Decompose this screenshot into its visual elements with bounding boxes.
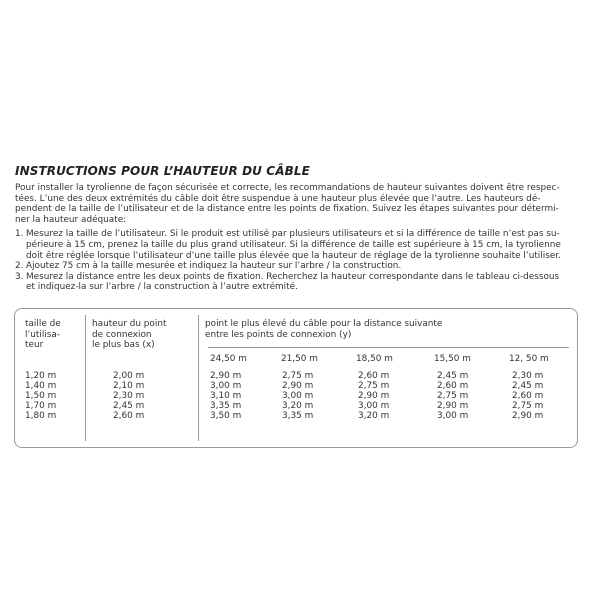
distance-header: 15,50 m [434,354,471,364]
header-line: entre les points de connexion (y) [205,329,352,340]
step-number: 2. [15,261,24,272]
header-rule [208,347,569,348]
intro-line: tées. L’une des deux extrémités du câble doit être suspendue à une hauteur plus élevée que l’autre. Les hauteurs dé- [15,193,541,204]
distance-header: 24,50 m [210,354,247,364]
low-point-column [113,371,144,421]
table-cell: 2,90 m [210,371,242,381]
header-line: de connexion [92,329,152,340]
intro-line: ner la hauteur adéquate: [15,214,127,225]
table-cell: 3,50 m [210,411,242,421]
header-user-height [25,319,61,351]
header-line: le plus bas (x) [92,340,155,351]
high-point-column [358,371,389,421]
table-cell: 2,90 m [358,391,390,401]
step-line: Mesurez la taille de l’utilisateur. Si le produit est utilisé par plusieurs utilisateurs et si la différence de taille n’est pas su- [26,229,560,240]
table-cell: 1,40 m [25,381,57,391]
table-cell: 1,80 m [25,411,57,421]
header-line: hauteur du point [92,319,167,329]
distance-header: 12, 50 m [509,354,549,364]
height-table [14,308,578,448]
step-item [15,229,587,261]
table-cell: 3,20 m [358,411,390,421]
step-number: 3. [15,271,24,282]
header-line: point le plus élevé du câble pour la distance suivante [205,319,443,329]
high-point-column [512,371,543,421]
table-cell: 2,30 m [512,371,544,381]
step-line: et indiquez-la sur l’arbre / la construction à l’autre extrémité. [26,282,298,293]
table-cell: 2,75 m [512,401,544,411]
table-cell: 3,20 m [282,401,314,411]
table-cell: 2,45 m [113,401,145,411]
table-cell: 3,35 m [210,401,242,411]
high-point-column [437,371,468,421]
header-line: l’utilisa- [25,329,61,340]
column-divider [198,315,199,441]
table-cell: 3,00 m [210,381,242,391]
header-line: taille de [25,319,61,329]
table-cell: 2,75 m [282,371,314,381]
step-line: Mesurez la distance entre les deux points de fixation. Recherchez la hauteur correspondante dans le tableau ci-dessous [26,271,560,282]
table-cell: 2,75 m [358,381,390,391]
step-line: Ajoutez 75 cm à la taille mesurée et indiquez la hauteur sur l’arbre / la construction. [26,261,402,272]
table-cell: 2,75 m [437,391,469,401]
intro-paragraph [15,183,587,225]
table-cell: 2,45 m [437,371,469,381]
table-cell: 2,90 m [512,411,544,421]
step-line: doit être réglée lorsque l’utilisateur d’une taille plus élevée que la hauteur de réglage de la tyrolienne souhaite l’utiliser. [26,250,561,261]
header-low-point [92,319,166,351]
table-cell: 1,70 m [25,401,57,411]
user-height-column [25,371,56,421]
table-cell: 2,60 m [437,381,469,391]
distance-header: 21,50 m [281,354,318,364]
header-high-point [205,319,442,340]
high-point-column [210,371,241,421]
step-line: périeure à 15 cm, prenez la taille du plus grand utilisateur. Si la différence de taille est supérieure à 15 cm, la tyrolienne [26,239,561,250]
table-cell: 3,35 m [282,411,314,421]
table-cell: 2,90 m [282,381,314,391]
table-cell: 1,20 m [25,371,57,381]
intro-line: Pour installer la tyrolienne de façon sécurisée et correcte, les recommandations de hauteur suivantes doivent être respec- [15,183,560,193]
header-line: teur [25,340,44,351]
table-cell: 2,10 m [113,381,145,391]
table-cell: 2,45 m [512,381,544,391]
high-point-column [282,371,313,421]
step-item [15,272,587,293]
table-cell: 1,50 m [25,391,57,401]
step-item [15,261,587,272]
section-title: INSTRUCTIONS POUR L’HAUTEUR DU CÂBLE [15,164,310,178]
table-cell: 2,60 m [512,391,544,401]
table-cell: 3,10 m [210,391,242,401]
table-cell: 2,60 m [113,411,145,421]
steps-list [15,229,587,293]
table-cell: 3,00 m [358,401,390,411]
table-cell: 3,00 m [437,411,469,421]
table-cell: 2,60 m [358,371,390,381]
table-cell: 3,00 m [282,391,314,401]
intro-line: pendent de la taille de l’utilisateur et de la distance entre les points de fixation. Suivez les étapes suivantes pour détermi- [15,204,559,215]
instructions-section [15,164,587,293]
table-cell: 2,90 m [437,401,469,411]
step-number: 1. [15,229,24,240]
distance-header: 18,50 m [356,354,393,364]
table-cell: 2,30 m [113,391,145,401]
table-cell: 2,00 m [113,371,145,381]
column-divider [85,315,86,441]
